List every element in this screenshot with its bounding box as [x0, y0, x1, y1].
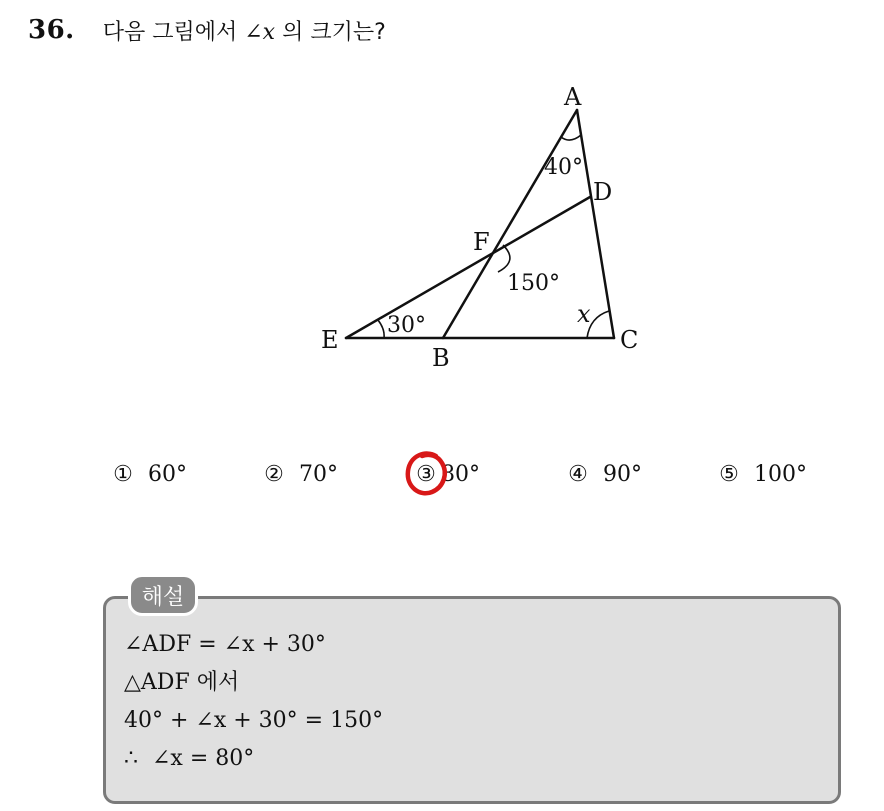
angle-label-e: 30°	[387, 313, 426, 338]
choice-2[interactable]	[261, 454, 338, 494]
question-angle-symbol: ∠x	[244, 19, 276, 45]
arc-angle-e	[378, 320, 384, 338]
angle-label-c: x	[577, 300, 591, 328]
choice-value: 90°	[603, 461, 642, 487]
choice-value: 60°	[148, 461, 187, 487]
choice-value: 70°	[299, 461, 338, 487]
solution-line-1: ∠ADF = ∠x + 30°	[124, 632, 326, 657]
choice-1[interactable]	[110, 454, 187, 494]
choice-marker: ③	[416, 461, 436, 487]
segment-ed	[346, 197, 590, 338]
question-number: 36.	[28, 15, 75, 45]
question-text-after: 의 크기는?	[275, 19, 386, 45]
solution-tag: 해설	[128, 574, 198, 616]
solution-line-3: 40° + ∠x + 30° = 150°	[124, 708, 384, 733]
solution-line-4: ∴ ∠x = 80°	[124, 746, 255, 771]
label-d: D	[593, 178, 613, 206]
label-e: E	[321, 326, 339, 354]
choice-value: 80°	[441, 461, 480, 487]
question-text-before: 다음 그림에서	[102, 19, 245, 45]
choice-5[interactable]	[716, 454, 807, 494]
angle-label-f: 150°	[507, 271, 560, 296]
label-c: C	[620, 326, 639, 354]
choice-4[interactable]	[565, 454, 642, 494]
figure-lines	[346, 110, 614, 338]
choice-marker: ①	[113, 461, 133, 487]
choice-marker: ④	[568, 461, 588, 487]
arc-angle-a	[561, 135, 581, 140]
angle-label-a: 40°	[544, 155, 583, 180]
label-f: F	[473, 228, 490, 256]
solution-line-2: △ADF 에서	[124, 670, 240, 695]
choice-marker: ⑤	[719, 461, 739, 487]
choice-marker: ②	[264, 461, 284, 487]
solution-lines	[124, 626, 383, 778]
circle-mark-stroke	[408, 454, 445, 494]
label-b: B	[432, 344, 450, 372]
answer-circle-mark	[402, 447, 452, 501]
choice-value: 100°	[754, 461, 807, 487]
segment-ab	[443, 110, 577, 338]
label-a: A	[564, 83, 582, 111]
